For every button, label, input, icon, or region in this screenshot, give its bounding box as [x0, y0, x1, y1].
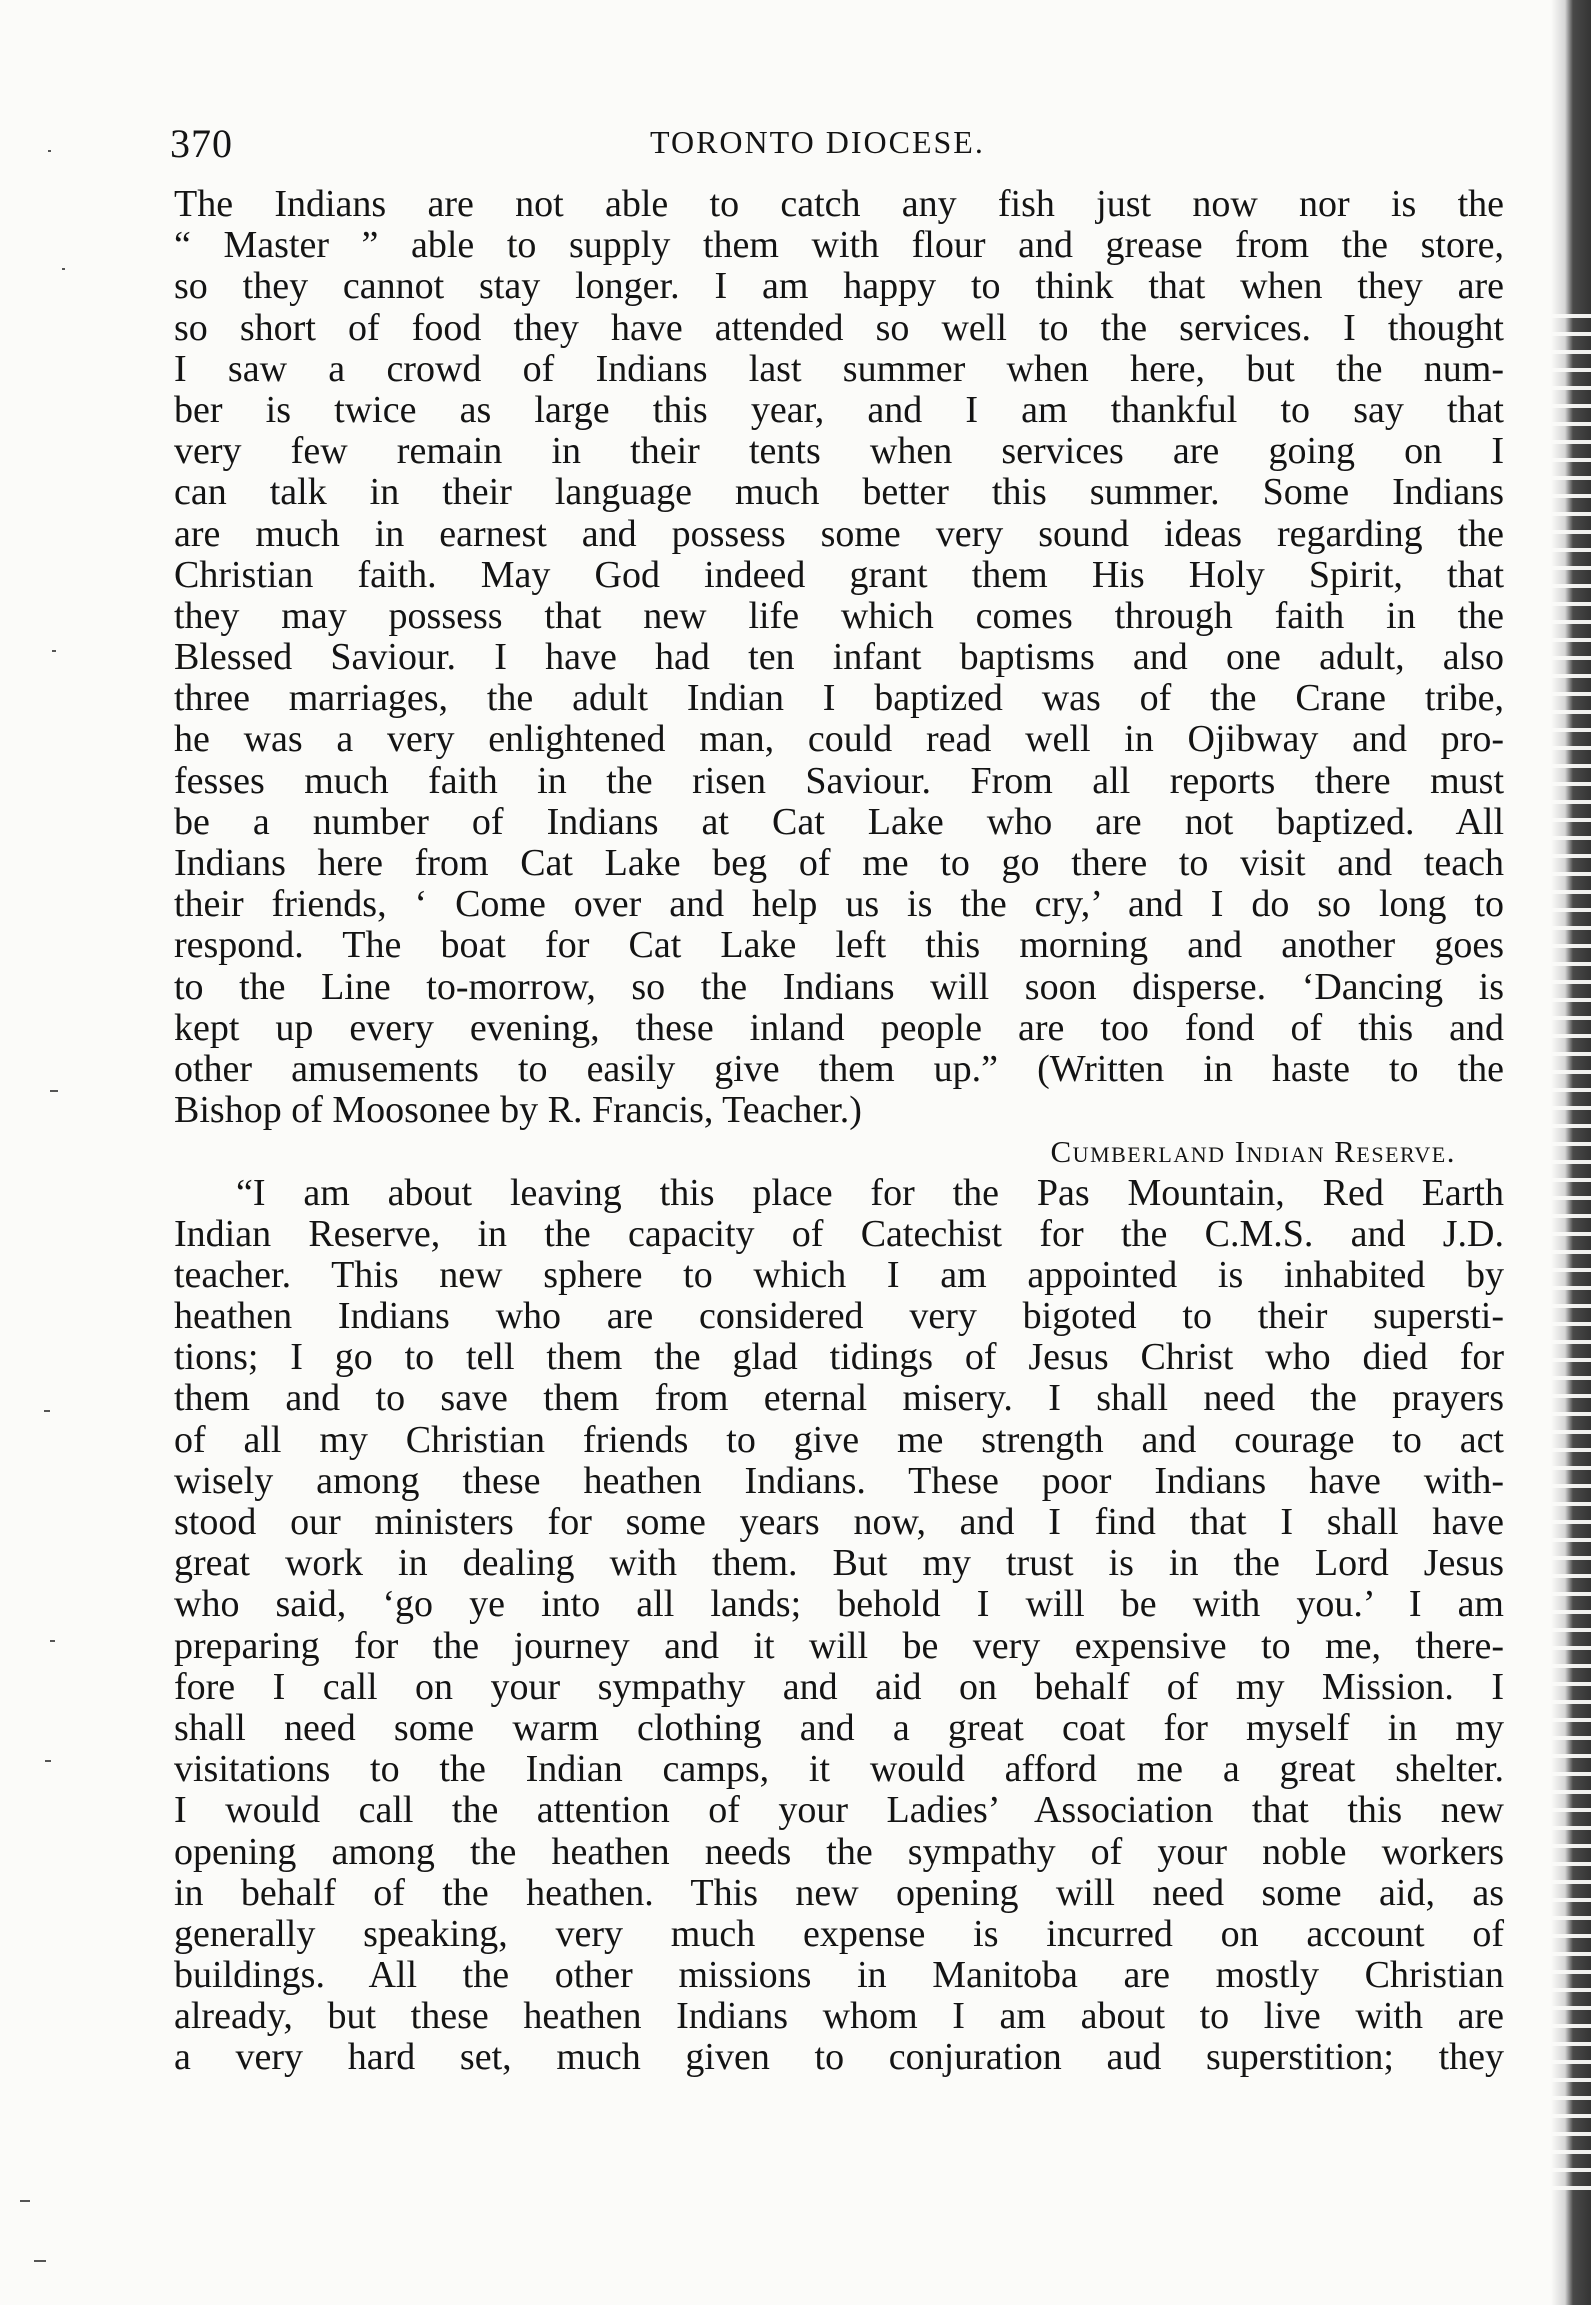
text-line: of all my Christian friends to give me strength and courage to act	[174, 1418, 1504, 1461]
text-line: already, but these heathen Indians whom I am about to live with are	[174, 1995, 1504, 2038]
text-line: can talk in their language much better this summer. Some Indians	[174, 471, 1504, 514]
running-head: TORONTO DIOCESE.	[650, 124, 985, 160]
text-line: great work in dealing with them. But my trust is in the Lord Jesus	[174, 1542, 1504, 1585]
text-line: respond. The boat for Cat Lake left this morning and another goes	[174, 924, 1504, 967]
letter-paragraph-2	[174, 1173, 1504, 2079]
text-line: tions; I go to tell them the glad tidings of Jesus Christ who died for	[174, 1336, 1504, 1379]
text-line: to the Line to-morrow, so the Indians will soon disperse. ‘Dancing is	[174, 965, 1504, 1008]
text-line: preparing for the journey and it will be very expensive to me, there-	[174, 1624, 1504, 1667]
text-line: he was a very enlightened man, could read well in Ojibway and pro-	[174, 718, 1504, 761]
text-line: their friends, ‘ Come over and help us is the cry,’ and I do so long to	[174, 883, 1504, 926]
text-line: The Indians are not able to catch any fish just now nor is the	[174, 183, 1504, 225]
text-line: Indian Reserve, in the capacity of Catechist for the C.M.S. and J.D.	[174, 1212, 1504, 1255]
text-line: are much in earnest and possess some very sound ideas regarding the	[174, 512, 1504, 555]
text-line: teacher. This new sphere to which I am appointed is inhabited by	[174, 1253, 1504, 1296]
text-line: Indians here from Cat Lake beg of me to go there to visit and teach	[174, 842, 1504, 884]
text-line: a very hard set, much given to conjuration aud superstition; they	[174, 2036, 1504, 2079]
text-line: kept up every evening, these inland people are too fond of this and	[174, 1006, 1504, 1049]
text-line: be a number of Indians at Cat Lake who are not baptized. All	[174, 800, 1504, 843]
text-line: visitations to the Indian camps, it would afford me a great shelter.	[174, 1748, 1504, 1791]
text-line: Christian faith. May God indeed grant them His Holy Spirit, that	[174, 553, 1504, 596]
scan-edge-noise	[1551, 300, 1591, 2200]
text-line: shall need some warm clothing and a great coat for myself in my	[174, 1706, 1504, 1749]
body-text	[174, 184, 1504, 2079]
text-line: other amusements to easily give them up.” (Written in haste to the	[174, 1047, 1504, 1090]
text-line: I saw a crowd of Indians last summer when here, but the num-	[174, 347, 1504, 390]
text-line: generally speaking, very much expense is incurred on account of	[174, 1912, 1504, 1955]
section-heading: Cumberland Indian Reserve.	[1050, 1134, 1456, 1170]
text-line: who said, ‘go ye into all lands; behold I will be with you.’ I am	[174, 1583, 1504, 1626]
text-line: so short of food they have attended so well to the services. I thought	[174, 306, 1504, 349]
text-line: very few remain in their tents when services are going on I	[174, 430, 1504, 473]
text-line: wisely among these heathen Indians. These poor Indians have with-	[174, 1459, 1504, 1502]
text-line: fore I call on your sympathy and aid on behalf of my Mission. I	[174, 1665, 1504, 1708]
text-line: in behalf of the heathen. This new opening will need some aid, as	[174, 1871, 1504, 1914]
letter-paragraph-1	[174, 184, 1504, 1131]
text-line: I would call the attention of your Ladies’ Association that this new	[174, 1789, 1504, 1832]
page-number: 370	[170, 121, 233, 166]
text-line: heathen Indians who are considered very bigoted to their supersti-	[174, 1295, 1504, 1338]
text-line: Blessed Saviour. I have had ten infant baptisms and one adult, also	[174, 636, 1504, 679]
text-line: Bishop of Moosonee by R. Francis, Teacher.)	[174, 1089, 862, 1132]
text-line: “ Master ” able to supply them with flour and grease from the store,	[174, 224, 1504, 267]
text-line: three marriages, the adult Indian I baptized was of the Crane tribe,	[174, 677, 1504, 720]
text-line: “I am about leaving this place for the Pas Mountain, Red Earth	[236, 1171, 1504, 1214]
text-line: buildings. All the other missions in Manitoba are mostly Christian	[174, 1954, 1504, 1997]
text-line: opening among the heathen needs the sympathy of your noble workers	[174, 1830, 1504, 1873]
text-line: stood our ministers for some years now, and I find that I shall have	[174, 1501, 1504, 1543]
text-line: so they cannot stay longer. I am happy to think that when they are	[174, 265, 1504, 308]
text-line: fesses much faith in the risen Saviour. From all reports there must	[174, 759, 1504, 802]
text-line: ber is twice as large this year, and I am thankful to say that	[174, 388, 1504, 431]
page-header	[170, 120, 1505, 170]
text-line: they may possess that new life which comes through faith in the	[174, 594, 1504, 637]
text-line: them and to save them from eternal misery. I shall need the prayers	[174, 1377, 1504, 1420]
